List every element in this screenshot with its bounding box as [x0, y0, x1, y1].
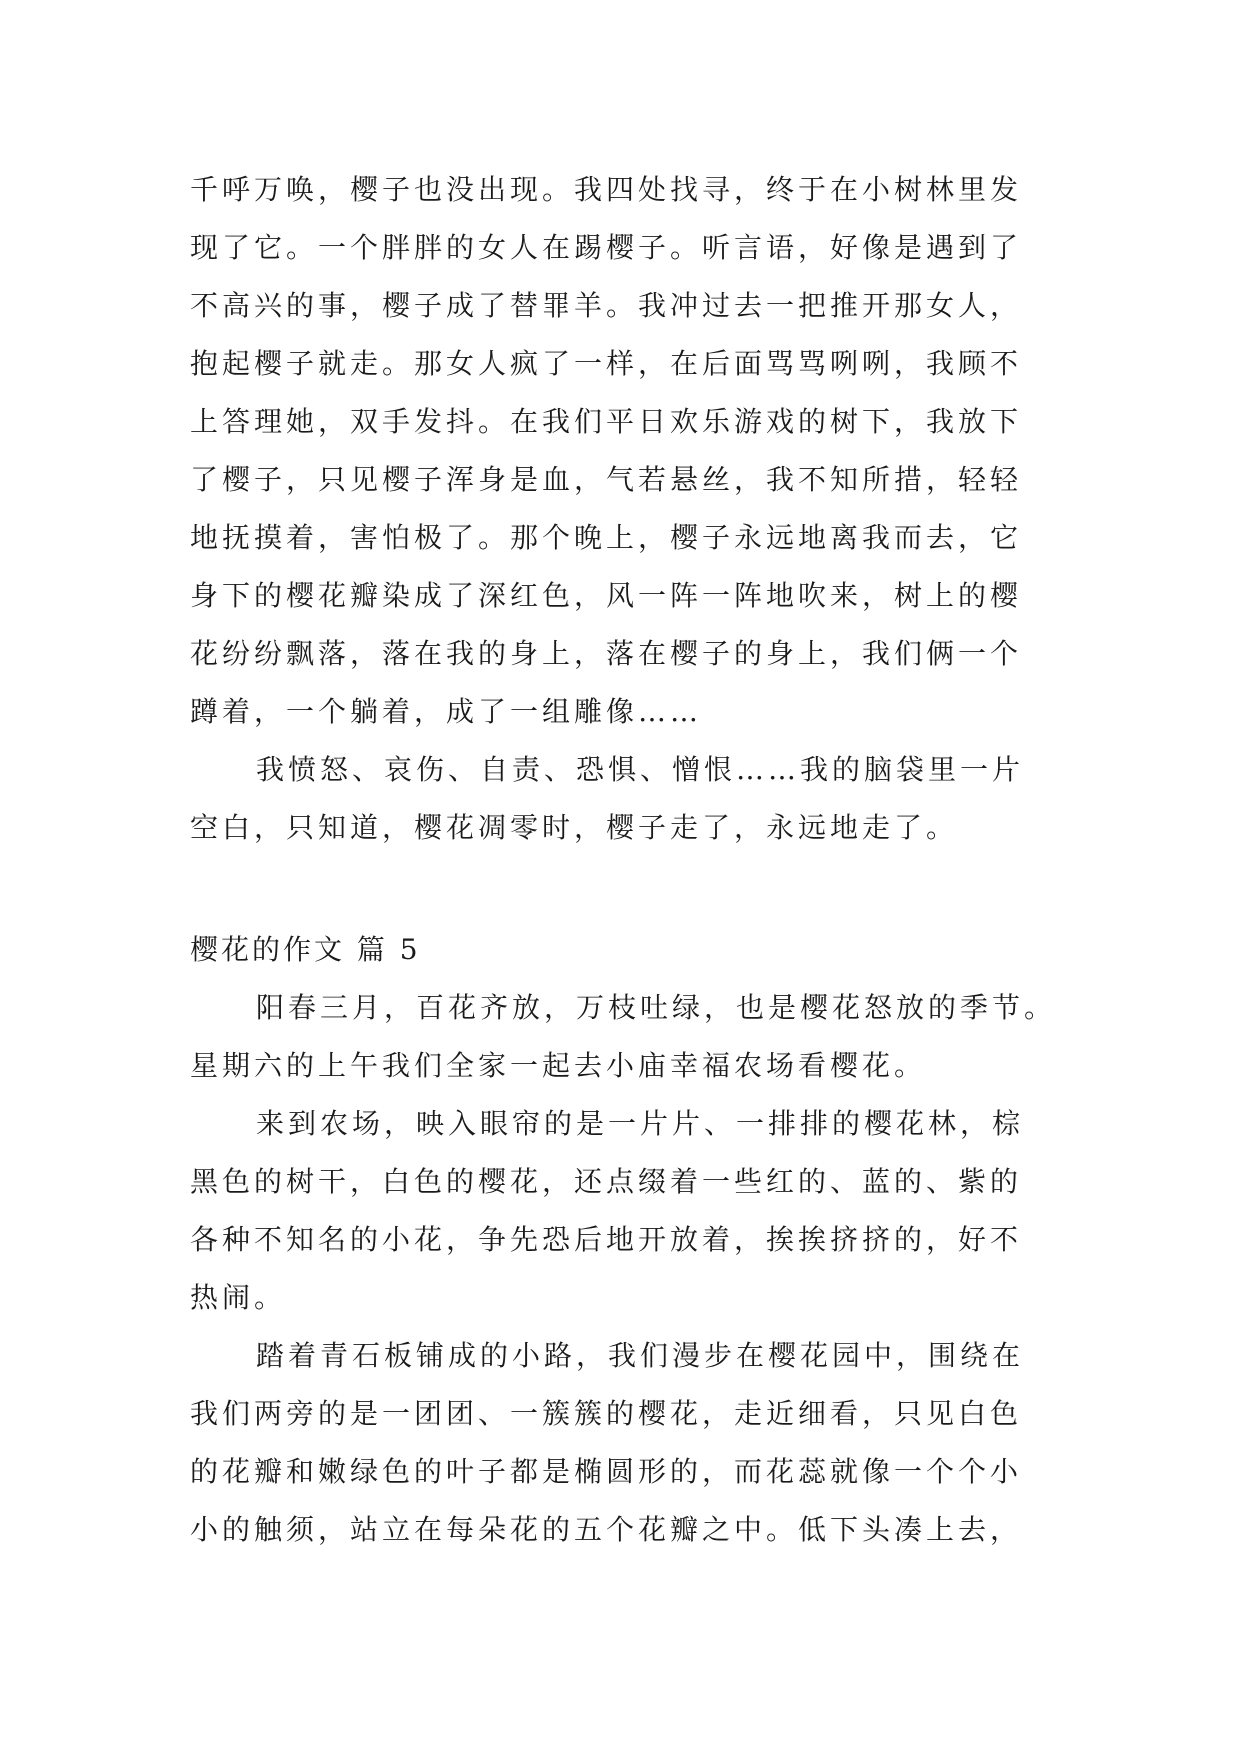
paragraph-line: 黑色的树干，白色的樱花，还点缀着一些红的、蓝的、紫的: [190, 1165, 1023, 1198]
paragraph-line: 花纷纷飘落，落在我的身上，落在樱子的身上，我们俩一个: [190, 637, 1023, 670]
paragraph-line: 来到农场，映入眼帘的是一片片、一排排的樱花林，棕: [256, 1107, 1025, 1140]
paragraph-line: 了樱子，只见樱子浑身是血，气若悬丝，我不知所措，轻轻: [190, 463, 1023, 496]
paragraph-line: 地抚摸着，害怕极了。那个晚上，樱子永远地离我而去，它: [190, 521, 1023, 554]
paragraph-line: 现了它。一个胖胖的女人在踢樱子。听言语，好像是遇到了: [190, 231, 1023, 264]
paragraph-line: 阳春三月，百花齐放，万枝吐绿，也是樱花怒放的季节。: [256, 991, 1057, 1024]
section-heading: 樱花的作文 篇 5: [190, 933, 421, 966]
essay-section-5: [190, 921, 1060, 1559]
paragraph-line: 热闹。: [190, 1281, 287, 1314]
paragraph-line: 抱起樱子就走。那女人疯了一样，在后面骂骂咧咧，我顾不: [190, 347, 1023, 380]
paragraph-line: 各种不知名的小花，争先恐后地开放着，挨挨挤挤的，好不: [190, 1223, 1023, 1256]
paragraph-line: 空白，只知道，樱花凋零时，樱子走了，永远地走了。: [190, 811, 959, 844]
paragraph-line: 的花瓣和嫩绿色的叶子都是椭圆形的，而花蕊就像一个个小: [190, 1455, 1023, 1488]
paragraph-line: 小的触须，站立在每朵花的五个花瓣之中。低下头凑上去，: [190, 1513, 1023, 1546]
paragraph-line: 我们两旁的是一团团、一簇簇的樱花，走近细看，只见白色: [190, 1397, 1023, 1430]
paragraph-line: 星期六的上午我们全家一起去小庙幸福农场看樱花。: [190, 1049, 927, 1082]
paragraph-line: 不高兴的事，樱子成了替罪羊。我冲过去一把推开那女人，: [190, 289, 1023, 322]
paragraph-line: 身下的樱花瓣染成了深红色，风一阵一阵地吹来，树上的樱: [190, 579, 1023, 612]
paragraph-line: 我愤怒、哀伤、自责、恐惧、憎恨……我的脑袋里一片: [256, 753, 1025, 786]
story-section-continued: [190, 161, 1060, 857]
paragraph-line: 千呼万唤，樱子也没出现。我四处找寻，终于在小树林里发: [190, 173, 1023, 206]
paragraph-line: 蹲着，一个躺着，成了一组雕像……: [190, 695, 703, 728]
paragraph-line: 踏着青石板铺成的小路，我们漫步在樱花园中，围绕在: [256, 1339, 1025, 1372]
paragraph-line: 上答理她，双手发抖。在我们平日欢乐游戏的树下，我放下: [190, 405, 1023, 438]
